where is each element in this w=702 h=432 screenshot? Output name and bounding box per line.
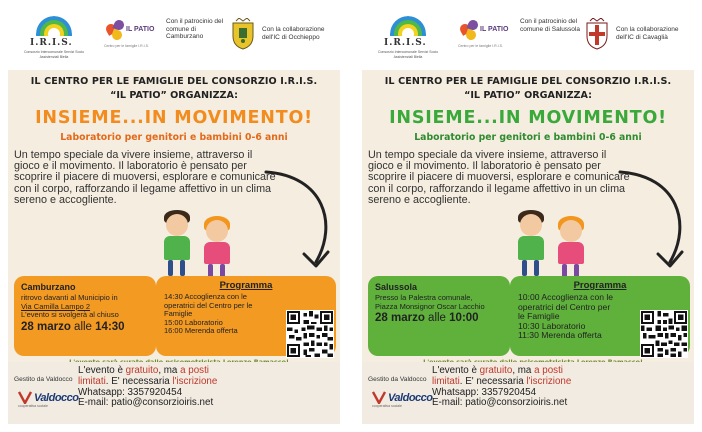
children-illustration xyxy=(146,204,248,284)
flyer-footer xyxy=(8,362,340,424)
managed-by-text: Gestito da Valdocco xyxy=(14,376,73,383)
flyer-footer xyxy=(362,362,694,424)
valdocco-logo-tagline: cooperativa sociale xyxy=(372,404,402,408)
program-title: Programma xyxy=(573,280,627,291)
location-box xyxy=(368,276,510,356)
flyer-header xyxy=(8,8,340,70)
managed-by-text: Gestito da Valdocco xyxy=(368,376,427,383)
contact-info xyxy=(78,366,278,409)
program-item: le Famiglie xyxy=(518,311,560,322)
iris-logo xyxy=(16,16,92,64)
patio-logo xyxy=(104,20,158,56)
flyer-header xyxy=(362,8,694,70)
valdocco-mark-icon xyxy=(372,390,386,404)
event-date-connector: alle xyxy=(424,312,450,325)
event-subtitle: Laboratorio per genitori e bambini 0-6 anni xyxy=(60,132,288,143)
event-subtitle: Laboratorio per genitori e bambini 0-6 anni xyxy=(414,132,642,143)
qr-code-icon[interactable] xyxy=(286,310,334,358)
registration-line: limitati. E' necessaria l'iscrizione xyxy=(432,375,572,387)
event-time: 14:30 xyxy=(95,320,125,333)
free-event-line: L'evento è gratuito, ma a posti xyxy=(78,365,209,376)
patio-logo-subtitle: Centro per le famiglie I.R.I.S. xyxy=(458,44,503,48)
event-date-day: 28 marzo xyxy=(375,312,425,325)
location-address[interactable]: Via Camilla Lampo 2 xyxy=(21,301,91,311)
iris-logo-text: I.R.I.S. xyxy=(30,38,73,48)
curved-arrow-icon xyxy=(246,166,340,284)
event-title: INSIEME...IN MOVIMENTO! xyxy=(35,108,313,128)
event-description: Un tempo speciale da vivere insieme, attraverso il gioco e il movimento. Il laboratorio è pensato per scoprire il piacere di muoversi, esplorare e comunicare con il corpo, rafforzando il legame affettivo in un clima sereno e accogliente. xyxy=(368,149,630,206)
event-description: Un tempo speciale da vivere insieme, attraverso il gioco e il movimento. Il laboratorio è pensato per scoprire il piacere di muoversi, esplorare e comunicare con il corpo, rafforzando il legame affettivo in un clima sereno e accogliente. xyxy=(14,149,276,206)
program-item: 10:00 Accoglienza con le xyxy=(518,292,614,302)
valdocco-logo-text: Valdocco xyxy=(388,392,433,404)
email-contact[interactable]: E-mail: patio@consorzioiris.net xyxy=(78,397,214,409)
patronage-text: Con il patrocinio del comune di Camburzano xyxy=(166,18,224,41)
organizer-subheading: “IL PATIO” ORGANIZZA: xyxy=(464,90,592,101)
curved-arrow-icon xyxy=(600,166,694,284)
contact-info xyxy=(432,366,632,409)
location-line: ritrovo davanti al Municipio in xyxy=(21,293,118,302)
location-line: Presso la Palestra comunale, xyxy=(375,293,473,302)
program-item: 16:00 Merenda offerta xyxy=(164,326,238,336)
collaboration-text: Con la collaborazione dell'IC di Cavaglià xyxy=(616,26,679,41)
valdocco-logo-tagline: cooperativa sociale xyxy=(18,404,48,408)
patio-logo-text: IL PATIO xyxy=(126,26,155,33)
program-item: 11:30 Merenda offerta xyxy=(518,330,602,341)
patio-logo-subtitle: Centro per le famiglie I.R.I.S. xyxy=(104,44,149,48)
patio-logo-text: IL PATIO xyxy=(480,26,509,33)
event-date-connector: alle xyxy=(70,320,96,333)
program-item: operatrici del Centro per le xyxy=(164,300,253,310)
program-item: Famiglie xyxy=(164,309,193,319)
organizer-subheading: “IL PATIO” ORGANIZZA: xyxy=(110,90,238,101)
location-city: Camburzano xyxy=(21,282,76,292)
location-address: Piazza Monsignor Oscar Lacchio xyxy=(375,301,485,311)
free-event-line: L'evento è gratuito, ma a posti xyxy=(432,365,563,376)
salussola-crest-icon xyxy=(584,18,610,50)
program-item: 10:30 Laboratorio xyxy=(518,320,586,331)
flower-icon xyxy=(106,20,128,42)
valdocco-logo xyxy=(372,390,433,410)
iris-logo-subtitle: Consorzio Intercomunale Servizi Socio Assistenziali Biella xyxy=(377,50,439,59)
whatsapp-contact[interactable]: Whatsapp: 3357920454 xyxy=(78,386,183,398)
rainbow-icon xyxy=(36,16,72,36)
valdocco-logo xyxy=(18,390,79,410)
event-date-day: 28 marzo xyxy=(21,320,71,333)
location-box xyxy=(14,276,156,356)
organizer-heading: IL CENTRO PER LE FAMIGLIE DEL CONSORZIO I.R.I.S. xyxy=(384,76,672,87)
registration-line: limitati. E' necessaria l'iscrizione xyxy=(78,375,218,387)
children-illustration xyxy=(500,204,602,284)
location-note: L'evento si svolgerà al chiuso xyxy=(21,310,119,320)
collaboration-text: Con la collaborazione dell'IC di Occhieppo xyxy=(262,26,325,41)
whatsapp-contact[interactable]: Whatsapp: 3357920454 xyxy=(432,386,537,398)
iris-logo-text: I.R.I.S. xyxy=(384,38,427,48)
flyer-camburzano xyxy=(8,8,340,424)
event-date xyxy=(375,312,503,324)
valdocco-mark-icon xyxy=(18,390,32,404)
patronage-text: Con il patrocinio del comune di Salussola xyxy=(520,18,580,33)
qr-code-icon[interactable] xyxy=(640,310,688,358)
rainbow-icon xyxy=(390,16,426,36)
patio-logo xyxy=(458,20,512,56)
event-time: 10:00 xyxy=(449,312,479,325)
program-item: 15:00 Laboratorio xyxy=(164,317,223,327)
event-title: INSIEME...IN MOVIMENTO! xyxy=(389,108,667,128)
program-item: 14:30 Accoglienza con le xyxy=(164,292,247,301)
location-city: Salussola xyxy=(375,282,418,292)
camburzano-crest-icon xyxy=(230,18,256,50)
event-date xyxy=(21,321,149,333)
program-title: Programma xyxy=(219,280,273,291)
iris-logo xyxy=(370,16,446,64)
flyer-salussola xyxy=(362,8,694,424)
organizer-heading: IL CENTRO PER LE FAMIGLIE DEL CONSORZIO I.R.I.S. xyxy=(30,76,318,87)
iris-logo-subtitle: Consorzio Intercomunale Servizi Socio Assistenziali Biella xyxy=(23,50,85,59)
valdocco-logo-text: Valdocco xyxy=(34,392,79,404)
email-contact[interactable]: E-mail: patio@consorzioiris.net xyxy=(432,397,568,409)
flower-icon xyxy=(460,20,482,42)
program-item: operatrici del Centro per xyxy=(518,301,611,312)
